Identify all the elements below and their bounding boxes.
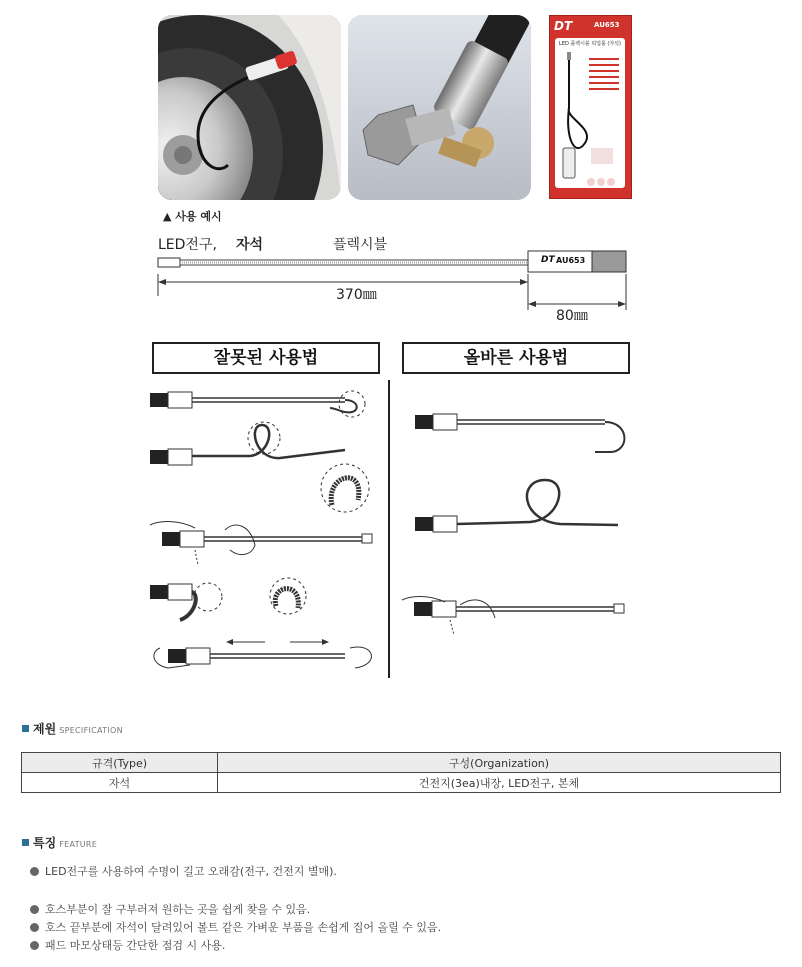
label-led: LED전구,	[158, 237, 217, 253]
feature-text: LED전구를 사용하여 수명이 길고 오래감(전구, 건전지 별매).	[45, 865, 337, 878]
spec-cell-type: 자석	[22, 773, 218, 793]
feature-title-en: FEATURE	[59, 840, 98, 849]
spec-table-header-row	[22, 753, 781, 773]
spec-title-en: SPECIFICATION	[59, 726, 123, 735]
list-item	[30, 920, 441, 936]
spec-header-type: 규격(Type)	[22, 753, 218, 773]
spec-cell-organization: 건전지(3ea)내장, LED전구, 본체	[218, 773, 781, 793]
package-brand: DT	[554, 19, 573, 33]
package-model: AU653	[594, 21, 620, 29]
right-usage-straight-grip	[402, 596, 624, 635]
bullet-dot-icon	[30, 941, 39, 950]
wrong-usage-title: 잘못된 사용법	[152, 342, 380, 374]
spec-table	[21, 752, 781, 793]
right-usage-big-loop	[415, 480, 618, 532]
right-usage-gentle-hook	[415, 414, 624, 452]
tire-illustration	[158, 15, 341, 200]
package-tool-illustration	[555, 48, 625, 188]
label-flexible: 플렉시블	[333, 237, 388, 253]
list-item	[30, 864, 337, 880]
wrong-usage-loop	[150, 422, 369, 512]
wrong-usage-sharp-bend	[150, 578, 306, 620]
spec-section-title	[22, 720, 123, 737]
wrong-usage-bent-tip	[150, 391, 365, 417]
list-item	[30, 938, 225, 954]
label-magnet: 자석	[236, 237, 264, 253]
bolt-pickup-photo	[348, 15, 531, 200]
bolt-illustration	[348, 15, 531, 200]
spec-header-organization: 구성(Organization)	[218, 753, 781, 773]
bullet-dot-icon	[30, 923, 39, 932]
section-bullet-icon	[22, 725, 29, 732]
right-usage-title: 올바른 사용법	[402, 342, 630, 374]
wrong-usage-twist	[150, 522, 372, 565]
feature-text: 호스부분이 잘 구부러져 원하는 곳을 쉽게 찾을 수 있음.	[45, 903, 311, 916]
body-brand-label: DT	[541, 255, 555, 265]
list-item	[30, 902, 310, 918]
package-window	[555, 38, 625, 188]
wrong-usage-pull	[154, 639, 372, 668]
bullet-dot-icon	[30, 867, 39, 876]
length-370: 370㎜	[336, 287, 377, 303]
section-bullet-icon	[22, 839, 29, 846]
usage-caption: ▲ 사용 예시	[163, 210, 222, 223]
product-package-photo	[549, 15, 632, 199]
feature-text: 패드 마모상태등 간단한 점검 시 사용.	[45, 939, 226, 952]
feature-section-title	[22, 834, 97, 851]
feature-title: 특징	[33, 836, 57, 850]
table-row	[22, 773, 781, 793]
usage-illustrations	[140, 380, 640, 680]
bullet-dot-icon	[30, 905, 39, 914]
feature-text: 호스 끝부분에 자석이 달려있어 볼트 같은 가벼운 부품을 손쉽게 집어 올릴 수 있음.	[45, 921, 442, 934]
body-model-label: AU653	[556, 256, 586, 265]
tire-usage-photo	[158, 15, 341, 200]
spec-title: 제원	[33, 722, 57, 736]
length-80: 80㎜	[556, 308, 588, 324]
package-product-name: LED 플렉시블 픽업툴 (자석)	[559, 41, 621, 47]
